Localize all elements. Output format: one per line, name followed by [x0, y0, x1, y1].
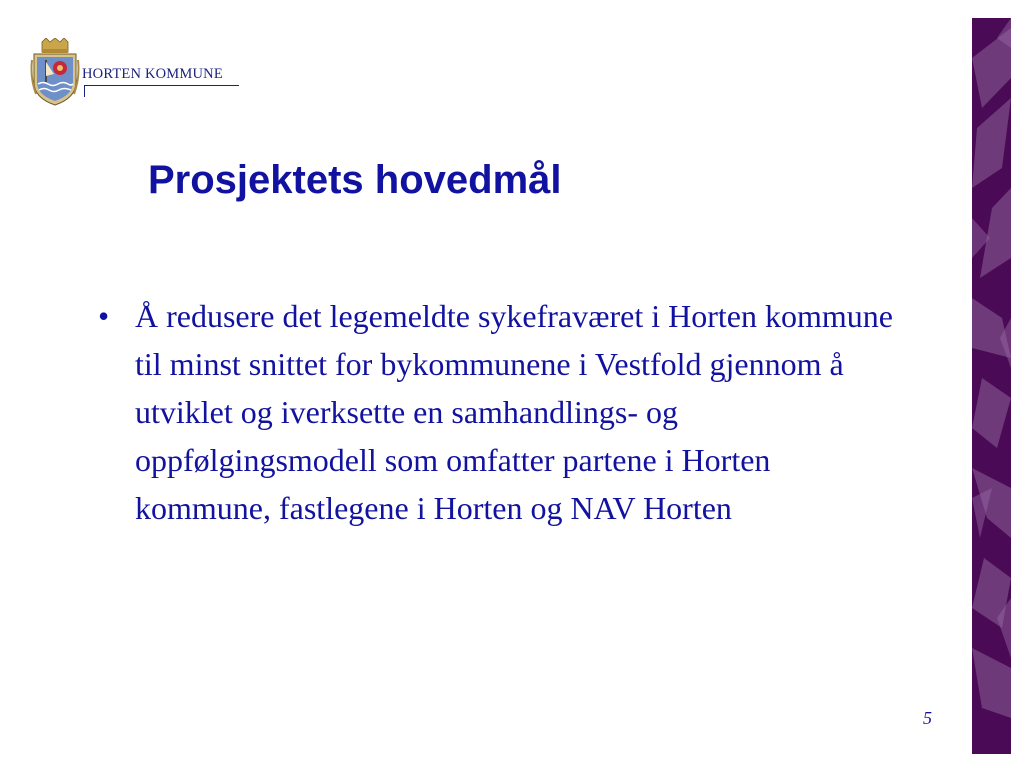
municipality-logo	[30, 38, 250, 110]
decorative-side-band	[972, 18, 1011, 754]
bullet-text: Å redusere det legemeldte sykefraværet i Horten kommune til minst snittet for bykommunene i Vestfold gjennom å utviklet og iverksette en samhandlings- og oppfølgingsmodell som omfatter partene i Horten kommune, fastlegene i Horten og NAV Horten	[135, 298, 893, 526]
organization-underline	[84, 85, 239, 86]
bullet-list	[92, 292, 892, 532]
bullet-item	[92, 292, 892, 532]
bullet-dot-icon: •	[98, 298, 110, 334]
organization-underline-tick	[84, 85, 85, 97]
organization-name: HORTEN KOMMUNE	[82, 66, 223, 82]
slide-title: Prosjektets hovedmål	[148, 158, 562, 202]
side-band-pattern	[972, 18, 1011, 754]
horten-coat-of-arms-icon	[30, 38, 80, 108]
page-number: 5	[923, 708, 932, 728]
